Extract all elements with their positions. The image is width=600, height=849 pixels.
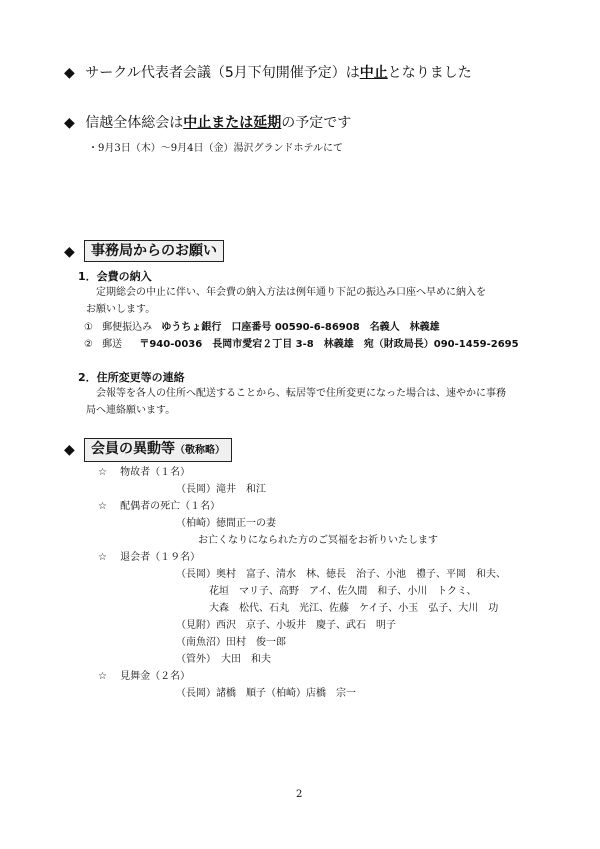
- section-title: 退会者（１９名）: [120, 552, 201, 563]
- assembly-detail: ・9月3日（木）～9月4日（金）湯沢グランドホテルにて: [88, 143, 343, 154]
- member-line: （見附）西沢 京子、小坂井 慶子、武石 明子: [176, 620, 396, 631]
- notice-cancel-meeting: [64, 64, 472, 82]
- notice-emphasis: 中止または延期: [183, 115, 282, 131]
- member-line: （管外） 大田 和夫: [176, 654, 271, 665]
- star-icon: ☆: [98, 467, 107, 478]
- members-heading-note: （敬称略）: [175, 445, 225, 456]
- member-section-withdrawn: [98, 550, 200, 565]
- notice-text-pre: 信越全体総会は: [85, 115, 184, 131]
- star-icon: ☆: [98, 671, 107, 682]
- member-section-deceased: [98, 465, 190, 480]
- star-icon: ☆: [98, 552, 107, 563]
- member-line: （南魚沼）田村 俊一郎: [176, 637, 286, 648]
- address-body-line2: 局へ連絡願います。: [86, 405, 176, 416]
- member-line: 大森 松代、石丸 光江、佐藤 ケイ子、小玉 弘子、大川 功: [209, 603, 499, 614]
- section-heading-office: 事務局からのお願い: [84, 240, 224, 262]
- member-section-spouse-death: [98, 499, 220, 514]
- section-title: 物故者（１名）: [120, 467, 191, 478]
- option-number: ②: [84, 339, 93, 350]
- member-line: 花垣 マリ子、高野 アイ、佐久間 和子、小川 トクミ、: [209, 586, 477, 597]
- option-label: 郵送: [102, 339, 123, 350]
- diamond-bullet-icon: ◆: [64, 244, 75, 260]
- diamond-bullet-icon: ◆: [64, 65, 75, 81]
- fee-body-line1: 定期総会の中止に伴い、年会費の納入方法は例年通り下記の振込み口座へ早めに納入を: [96, 287, 486, 298]
- member-section-get-well-gift: [98, 669, 190, 684]
- option-number: ①: [84, 322, 93, 333]
- notice-general-assembly: [64, 114, 351, 132]
- member-line: （柏崎）徳間正一の妻: [176, 518, 276, 529]
- page-number: 2: [296, 789, 303, 800]
- address-title: 2．住所変更等の連絡: [78, 371, 185, 384]
- star-icon: ☆: [98, 501, 107, 512]
- member-line: （長岡）諸橋 順子（柏崎）店橋 宗一: [176, 688, 356, 699]
- fee-title: 1．会費の納入: [78, 270, 152, 283]
- option-text: ゆうちょ銀行 口座番号 00590-6-86908 名義人 林義雄: [161, 322, 440, 333]
- section-heading-members: [84, 438, 232, 462]
- fee-option-postal: [84, 320, 440, 335]
- member-line: （長岡）奥村 富子、清水 林、徳長 治子、小池 禮子、平岡 和夫、: [176, 569, 506, 580]
- member-line: （長岡）滝井 和江: [176, 484, 266, 495]
- notice-emphasis: 中止: [359, 65, 388, 81]
- section-title: 見舞金（２名）: [120, 671, 191, 682]
- diamond-bullet-icon: ◆: [64, 115, 75, 131]
- address-body-line1: 会報等を各人の住所へ配送することから、転居等で住所変更になった場合は、速やかに事務: [96, 388, 506, 399]
- fee-option-mail: [84, 337, 519, 352]
- notice-text-post: となりました: [387, 65, 472, 81]
- diamond-bullet-icon: ◆: [64, 442, 75, 458]
- option-text: 〒940-0036 長岡市愛宕２丁目 3-8 林義雄 宛（財政局長）090‐1459‐2695: [139, 339, 519, 350]
- fee-body-line2: お願いします。: [86, 304, 156, 315]
- section-title: 配偶者の死亡（１名）: [120, 501, 221, 512]
- notice-text-post: の予定です: [281, 115, 352, 131]
- notice-text-pre: サークル代表者会議（5月下旬開催予定）は: [85, 65, 360, 81]
- members-heading: 会員の異動等: [91, 441, 175, 457]
- option-label: 郵便振込み: [102, 322, 153, 333]
- condolence-line: お亡くなりになられた方のご冥福をお祈りいたします: [198, 535, 438, 546]
